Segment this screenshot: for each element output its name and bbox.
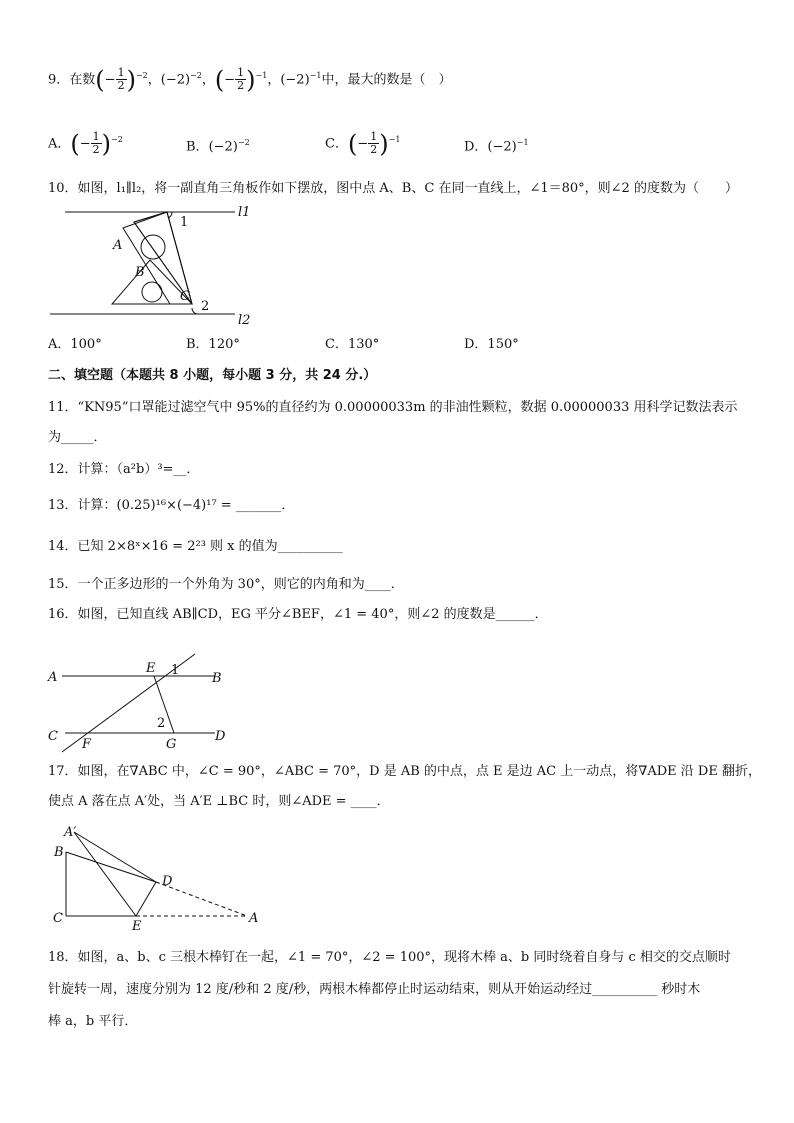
base: (−2) [208,139,238,155]
q10-stem: 10．如图，l₁∥l₂，将一副直角三角板作如下摆放，图中点 A、B、C 在同一直线上，∠1＝80°，则∠2 的度数为（ ） [48,181,738,196]
label-angle-1: 1 [171,663,180,678]
exponent: −2 [237,138,250,147]
angle-2-arc [192,308,198,314]
fraction [368,131,379,156]
label-c: C [53,911,63,926]
label-b: B [54,845,64,860]
label-e: E [132,919,142,934]
q18-line1: 18．如图，a、b、c 三根木棒钉在一起，∠1 = 70°，∠2 = 100°，现将木棒 a、b 同时绕着自身与 c 相交的交点顺时 [48,950,731,965]
fraction-denominator: 2 [370,143,378,157]
q11-line2: 为_____． [48,430,107,445]
paren: ) [101,129,112,158]
label-angle-1: 1 [180,215,189,230]
q15: 15．一个正多边形的一个外角为 30°，则它的内角和为____． [48,577,404,592]
q10-option-b[interactable]: B．120° [186,337,240,352]
paren: ) [246,65,256,94]
fraction-denominator: 2 [92,143,100,157]
option-letter: C． [325,136,348,152]
segment-a-prime-e [74,832,136,916]
fraction [116,67,127,92]
option-letter: B． [186,139,209,155]
q9-option-c[interactable]: C．(− $\frac{1}{2}$ )$^{-1}$ [325,129,401,158]
circle-lower [142,282,162,302]
label-g: G [166,737,177,752]
section-heading: 二、填空题（本题共 8 小题，每小题 3 分，共 24 分.） [48,368,377,383]
exponent: −2 [190,71,202,80]
separator: ， [147,72,161,88]
segment-bd [66,852,156,882]
exponent: −1 [255,71,268,80]
paren: ( [95,65,105,94]
q17-figure [44,822,274,934]
separator: ， [201,72,215,88]
label-c: C [48,729,58,744]
circle-upper [141,235,165,259]
paren: ( [347,129,358,158]
label-d: D [162,874,173,889]
label-e: E [146,661,156,676]
q9-stem-prefix: 9．在数 [48,72,96,88]
exponent: −1 [309,71,322,80]
segment-a-prime-d [74,832,156,882]
q18-line2: 针旋转一周，速度分别为 12 度/秒和 2 度/秒，两根木棒都停止时运动结束，则从开始运动经过__________ 秒时木 [48,982,701,997]
exponent: −1 [388,135,401,144]
option-letter: D． [464,139,488,155]
q9-stem: 9．在数(− $\frac{1}{2}$ )$^{-2}$，$(-2)^{-2}$，(− $\frac{1}{2}$ )$^{-1}$，$(-2)^{-1}$中，最大的数是（ ） [48,65,452,94]
base: (−2) [280,72,310,88]
label-angle-2: 2 [157,716,166,731]
q10-figure [40,200,270,330]
q14: 14．已知 2×8ˣ×16 = 2²³ 则 x 的值为__________ [48,539,343,554]
paren: ) [126,65,136,94]
fraction-numerator: 1 [237,66,245,80]
q10-option-c[interactable]: C．130° [325,337,380,352]
fraction-numerator: 1 [92,130,100,144]
q12: 12．计算：（a²b）³=__． [48,462,200,477]
exponent: −1 [516,138,529,147]
exponent: −2 [111,135,123,144]
q10-option-d[interactable]: D．150° [464,337,519,352]
label-f: F [82,737,92,752]
label-a: A [249,911,259,926]
q11-line1: 11．“KN95”口罩能过滤空气中 95%的直径约为 0.00000033m 的非油性颗粒，数据 0.00000033 用科学记数法表示 [48,400,738,415]
fraction [235,67,246,92]
q13: 13．计算：(0.25)¹⁶×(−4)¹⁷ = _______． [48,498,295,513]
label-a: A [48,670,58,685]
q9-option-a[interactable]: A．(− $\frac{1}{2}$ )$^{-2}$ [48,129,123,158]
base: (−2) [160,72,191,88]
exponent: −2 [135,71,148,80]
q9-option-b[interactable] [186,133,250,157]
paren: ( [70,129,80,158]
q16-stem: 16．如图，已知直线 AB∥CD，EG 平分∠BEF，∠1 = 40°，则∠2 的度数是______． [48,607,548,622]
label-a-prime: A′ [64,825,77,840]
fraction-numerator: 1 [117,66,125,80]
label-angle-2: 2 [201,299,210,314]
paren: ( [214,65,225,94]
base: (−2) [487,139,517,155]
fraction [91,131,102,156]
label-d: D [215,729,226,744]
q18-line3: 棒 a，b 平行． [48,1014,138,1029]
label-b: B [135,265,145,280]
option-letter: A． [48,136,71,152]
segment-de [136,882,156,916]
label-c: C [180,289,190,304]
fraction-denominator: 2 [117,79,125,93]
q9-stem-suffix: 中，最大的数是（ ） [321,72,452,88]
q9-option-d[interactable] [464,133,529,157]
fraction-numerator: 1 [370,130,378,144]
label-a: A [113,238,123,253]
fraction-denominator: 2 [237,79,245,93]
q17-line1: 17．如图，在∇ABC 中，∠C = 90°，∠ABC = 70°，D 是 AB 的中点，点 E 是边 AC 上一动点，将∇ADE 沿 DE 翻折， [48,764,761,779]
separator: ， [267,72,281,88]
label-l1: l1 [238,205,251,220]
q17-line2: 使点 A 落在点 A′处，当 A′E ⊥BC 时，则∠ADE = ____． [48,794,390,809]
paren: ) [379,129,389,158]
q16-figure [40,652,240,756]
q10-option-a[interactable]: A．100° [48,337,102,352]
label-l2: l2 [238,313,251,328]
label-b: B [212,671,222,686]
